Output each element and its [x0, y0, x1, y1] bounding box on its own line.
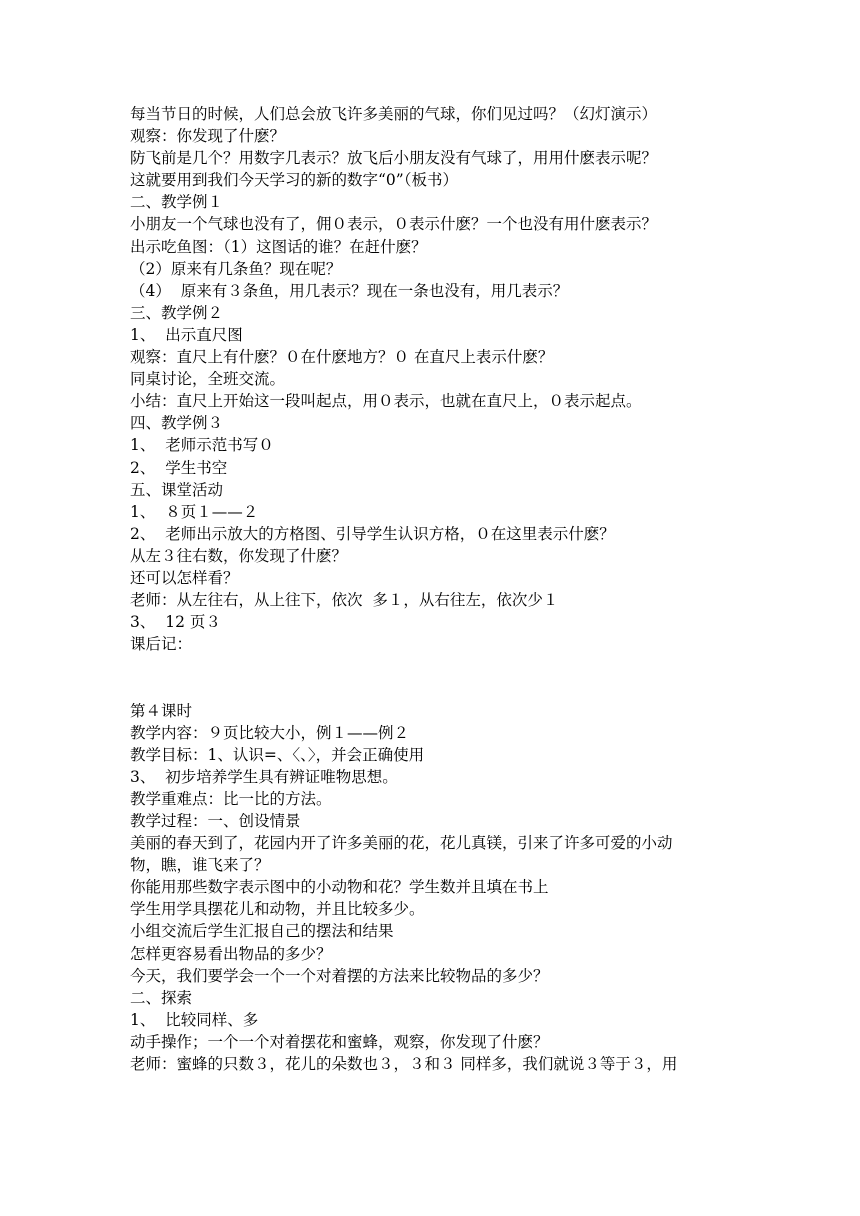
text-line: 教学重难点：比一比的方法。 — [130, 789, 332, 808]
text-line: 二、探索 — [130, 988, 193, 1007]
text-line: 同桌讨论，全班交流。 — [130, 370, 286, 389]
text-line: 小组交流后学生汇报自己的摆法和结果 — [130, 922, 394, 941]
text-line: 小朋友一个气球也没有了，佣０表示，０表示什麽？一个也没有用什麽表示？ — [130, 215, 658, 234]
text-line: 这就要用到我们今天学习的新的数字“0”（板书） — [130, 171, 458, 190]
text-line: 四、教学例３ — [130, 414, 224, 433]
text-line: 物，瞧，谁飞来了？ — [130, 856, 270, 875]
text-line: 今天，我们要学会一个一个对着摆的方法来比较物品的多少？ — [130, 966, 549, 985]
text-line: 防飞前是几个？用数字几表示？放飞后小朋友没有气球了，用用什麽表示呢？ — [130, 149, 658, 168]
text-line: 怎样更容易看出物品的多少？ — [130, 944, 332, 963]
text-line: 观察：你发现了什麽？ — [130, 127, 286, 146]
text-line: 教学过程：一、创设情景 — [130, 812, 301, 830]
text-line: 三、教学例２ — [130, 303, 224, 322]
text-line: 教学内容：９页比较大小，例１——例２ — [130, 723, 410, 742]
text-line: 3、 12 页３ — [130, 613, 221, 632]
text-line: 1、 出示直尺图 — [130, 325, 243, 344]
blank-line — [130, 655, 750, 677]
text-line: 出示吃鱼图：（1）这图话的谁？在赶什麽？ — [130, 237, 427, 256]
lesson-section-zero — [130, 103, 750, 655]
text-line: 第４课时 — [130, 701, 193, 720]
text-line: 每当节日的时候，人们总会放飞许多美丽的气球，你们见过吗？（幻灯演示） — [130, 105, 658, 123]
text-line: （2）原来有几条鱼？现在呢？ — [130, 259, 342, 278]
text-line: 老师：从左往右，从上往下，依次 多１，从右往左，依次少１ — [130, 591, 559, 610]
text-line: 美丽的春天到了，花园内开了许多美丽的花，花儿真镁，引来了许多可爱的小动 — [130, 834, 673, 853]
text-line: 小结：直尺上开始这一段叫起点，用０表示，也就在直尺上，０表示起点。 — [130, 392, 642, 411]
text-line: 3、 初步培养学生具有辨证唯物思想。 — [130, 767, 398, 786]
lesson-section-four — [130, 700, 750, 1076]
text-line: 课后记： — [130, 635, 193, 654]
text-line: 五、课堂活动 — [130, 480, 224, 499]
text-line: 观察：直尺上有什麽？０在什麽地方？０ 在直尺上表示什麽？ — [130, 348, 554, 367]
text-line: （4） 原来有３条鱼，用几表示？现在一条也没有，用几表示？ — [130, 281, 569, 300]
text-line: 学生用学具摆花儿和动物，并且比较多少。 — [130, 900, 425, 919]
text-line: 动手操作；一个一个对着摆花和蜜蜂，观察，你发现了什麽？ — [130, 1032, 549, 1051]
text-line: 从左３往右数，你发现了什麽？ — [130, 546, 348, 565]
text-line: 你能用那些数字表示图中的小动物和花？学生数并且填在书上 — [130, 878, 549, 897]
blank-line — [130, 677, 750, 699]
text-line: 二、教学例１ — [130, 193, 224, 212]
document-body — [130, 103, 750, 1075]
text-line: 还可以怎样看？ — [130, 568, 239, 587]
text-line: 老师：蜜蜂的只数３，花儿的朵数也３，３和３ 同样多，我们就说３等于３，用 — [130, 1055, 678, 1074]
text-line: 1、 ８页１——２ — [130, 502, 259, 521]
text-line: 教学目标：1、认识=、〈、〉，并会正确使用 — [130, 745, 425, 764]
text-line: 2、 学生书空 — [130, 458, 228, 477]
text-line: 1、 比较同样、多 — [130, 1010, 259, 1029]
text-line: 1、 老师示范书写０ — [130, 436, 274, 455]
text-line: 2、 老师出示放大的方格图、引导学生认识方格，０在这里表示什麽？ — [130, 524, 615, 543]
